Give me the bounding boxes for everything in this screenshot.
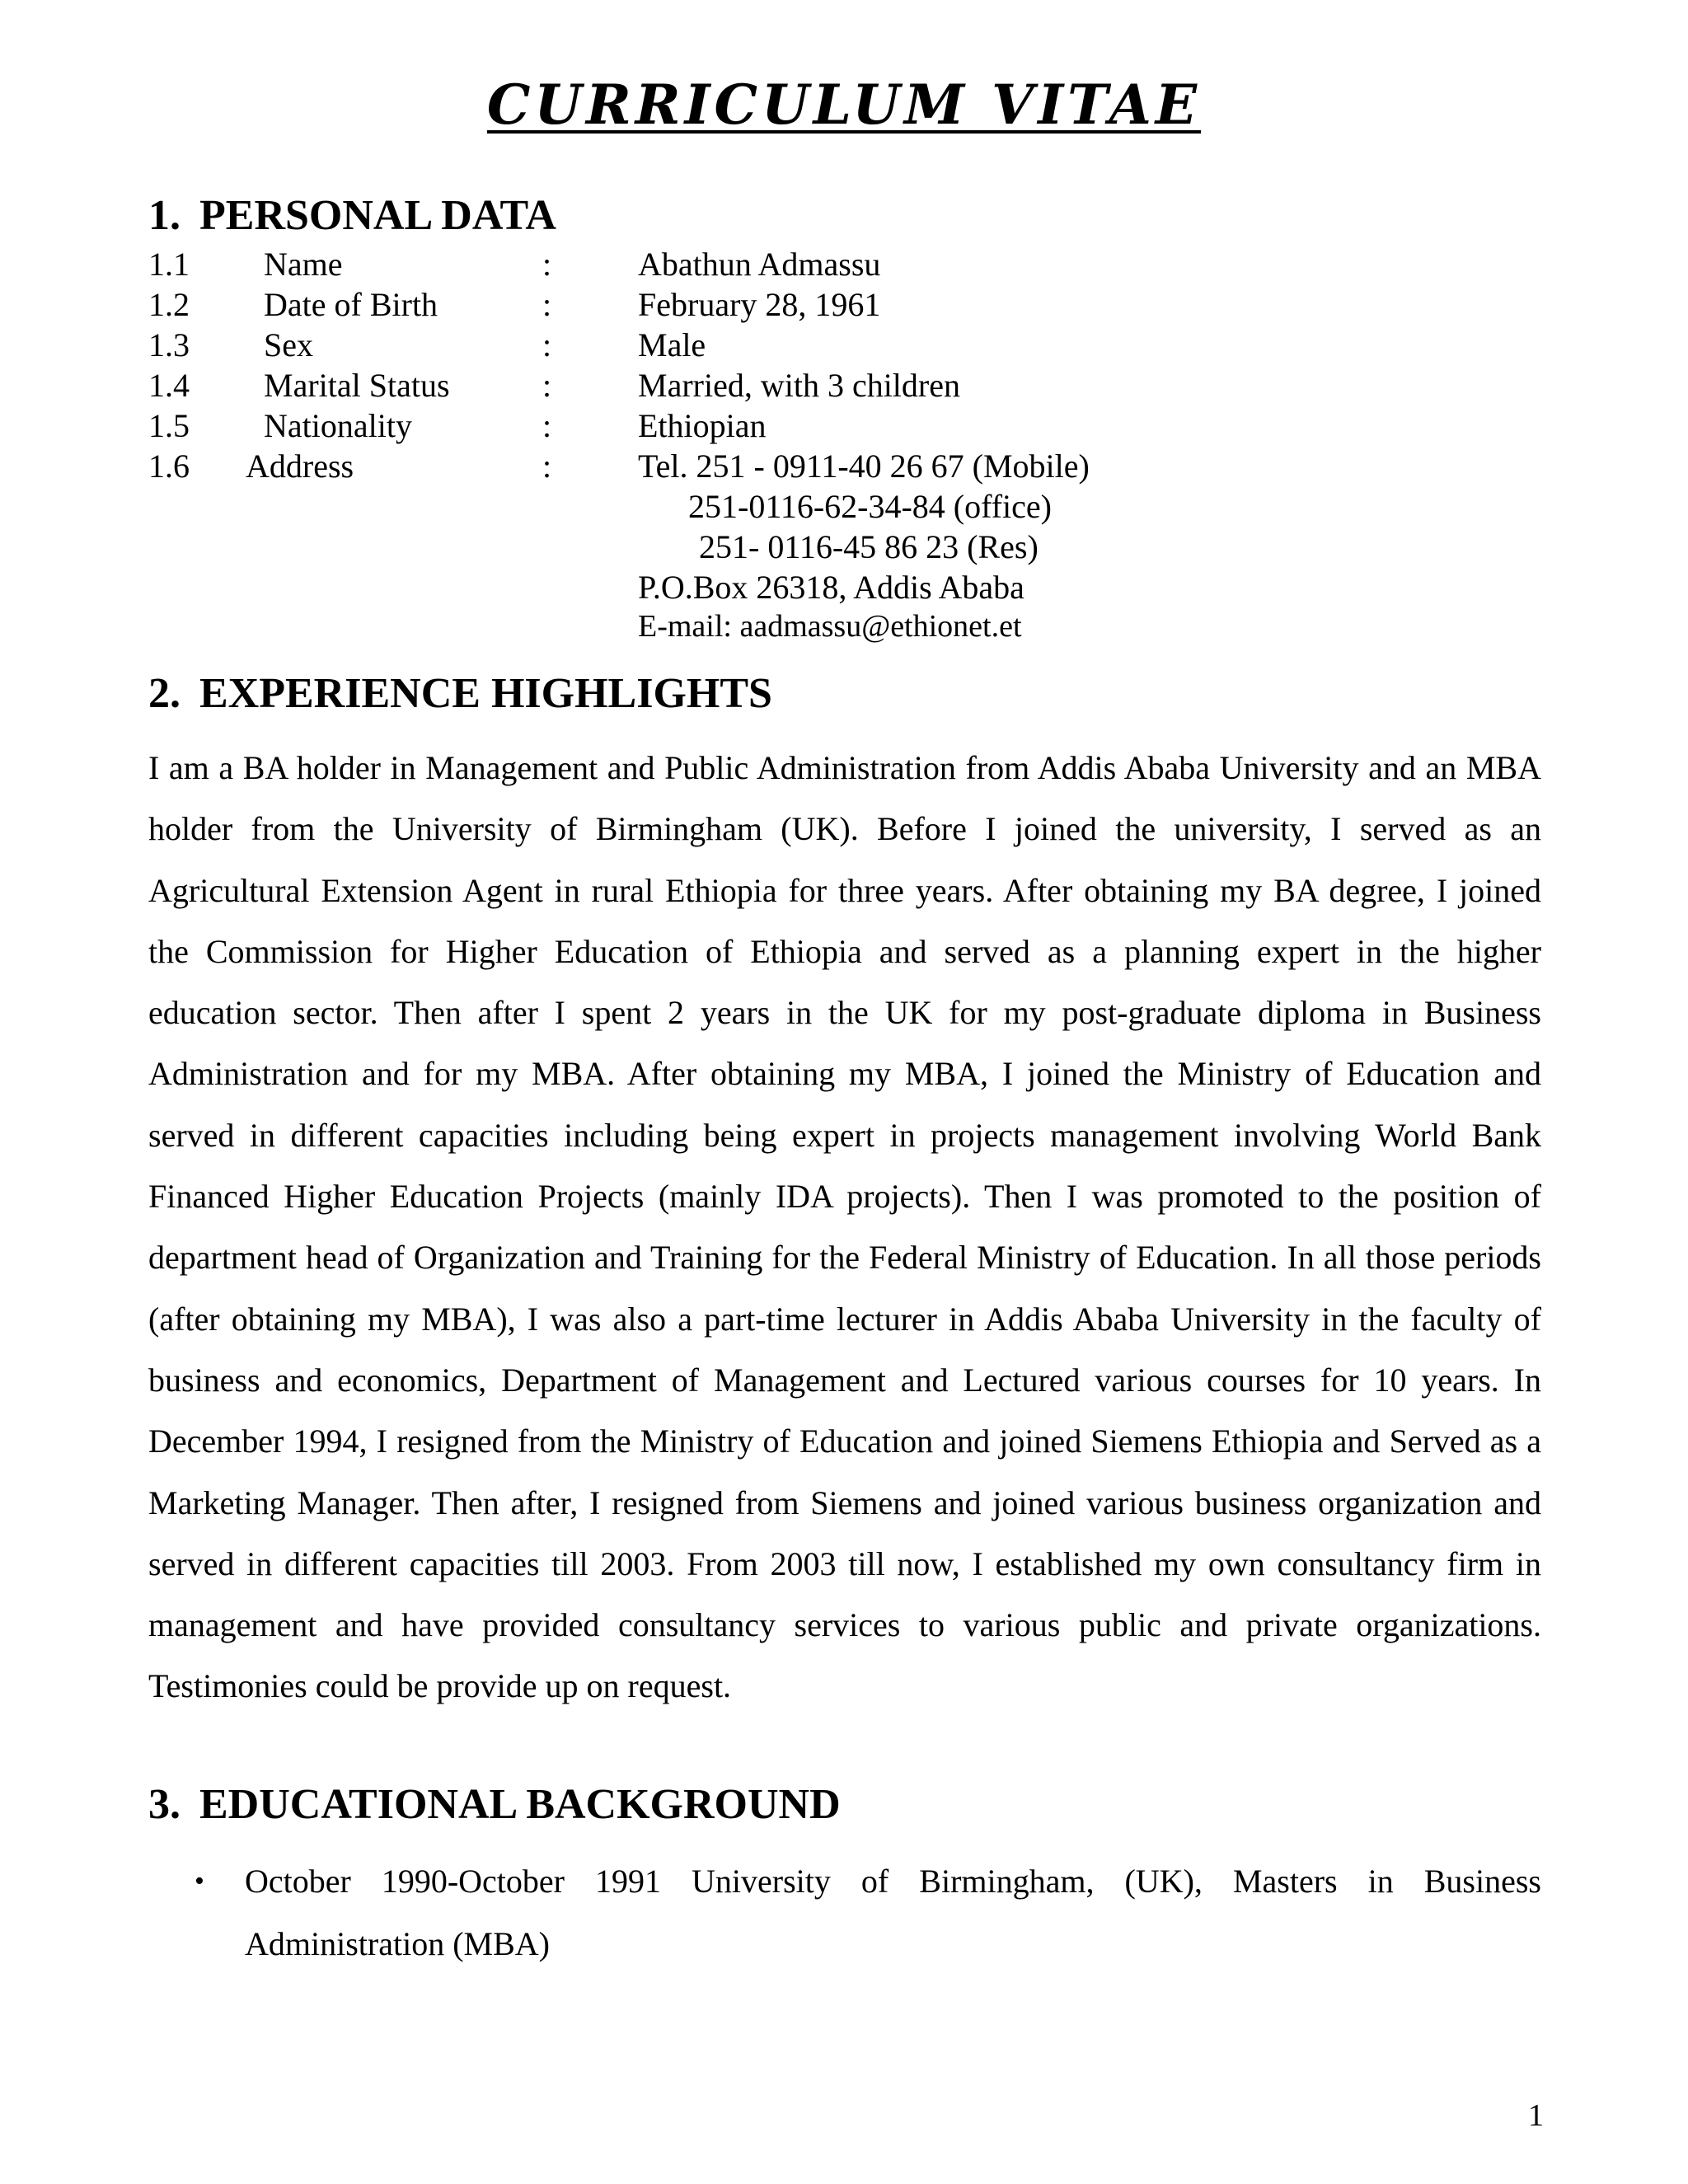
address-residence-phone: 251- 0116-45 86 23 (Res) (699, 528, 1039, 565)
section-title: PERSONAL DATA (199, 192, 556, 239)
row-label: Name (264, 246, 343, 283)
section-title: EDUCATIONAL BACKGROUND (199, 1781, 841, 1828)
row-number: 1.5 (148, 407, 190, 444)
section-number: 2. (148, 670, 181, 717)
section-number: 3. (148, 1781, 181, 1828)
address-office-phone: 251-0116-62-34-84 (office) (688, 488, 1052, 525)
row-colon: : (542, 448, 552, 485)
personal-data-row-name (148, 245, 1550, 286)
row-label: Sex (264, 326, 313, 363)
section-number: 1. (148, 192, 181, 239)
row-colon: : (542, 326, 552, 363)
page-number: 1 (1528, 2098, 1544, 2133)
row-value: Tel. 251 - 0911-40 26 67 (Mobile) (638, 448, 1090, 485)
row-number: 1.1 (148, 246, 190, 283)
row-number: 1.3 (148, 326, 190, 363)
row-value: February 28, 1961 (638, 286, 881, 323)
section-heading-personal-data (148, 191, 556, 240)
row-number: 1.6 (148, 448, 190, 485)
row-colon: : (542, 246, 552, 283)
row-number: 1.4 (148, 367, 190, 404)
row-value: Abathun Admassu (638, 246, 881, 283)
personal-data-row-address (148, 447, 1550, 488)
row-label: Address (246, 448, 354, 485)
list-item (148, 1850, 1541, 1975)
address-email[interactable]: E-mail: aadmassu@ethionet.et (638, 609, 1022, 644)
document-title: CURRICULUM VITAE (486, 73, 1202, 137)
row-number: 1.2 (148, 286, 190, 323)
row-value: Male (638, 326, 706, 363)
section-heading-experience (148, 669, 772, 718)
section-title: EXPERIENCE HIGHLIGHTS (199, 670, 772, 717)
row-label: Nationality (264, 407, 412, 444)
bullet-icon: • (195, 1866, 204, 1896)
section-heading-education (148, 1780, 841, 1829)
experience-paragraph: I am a BA holder in Management and Public Administration from Addis Ababa University and an MBA holder from the University of Birmingham (UK). Before I joined the university, I served as an Agricultural Extension Agent in rural Ethiopia for three years. After obtaining my BA degree, I joined the Commission for Higher Education of Ethiopia and served as a planning expert in the higher education sector. Then after I spent 2 years in the UK for my post-graduate diploma in Business Administration and for my MBA. After obtaining my MBA, I joined the Ministry of Education and served in different capacities including being expert in projects management involving World Bank Financed Higher Education Projects (mainly IDA projects). Then I was promoted to the position of department head of Organization and Training for the Federal Ministry of Education. In all those periods (after obtaining my MBA), I was also a part-time lecturer in Addis Ababa University in the faculty of business and economics, Department of Management and Lectured various courses for 10 years. In December 1994, I resigned from the Ministry of Education and joined Siemens Ethiopia and Served as a Marketing Manager. Then after, I resigned from Siemens and joined various business organization and served in different capacities till 2003. From 2003 till now, I established my own consultancy firm in management and have provided consultancy services to various public and private organizations. Testimonies could be provide up on request. (148, 749, 1541, 1705)
address-po-box: P.O.Box 26318, Addis Ababa (638, 569, 1025, 606)
row-label: Date of Birth (264, 286, 438, 323)
row-label: Marital Status (264, 367, 450, 404)
row-colon: : (542, 367, 552, 404)
personal-data-row-sex (148, 326, 1550, 367)
education-item-text: October 1990-October 1991 University of Birmingham, (UK), Masters in Business Administration (MBA) (245, 1863, 1541, 1962)
education-list (148, 1850, 1541, 1975)
row-colon: : (542, 407, 552, 444)
personal-data-row-date-of-birth (148, 285, 1550, 326)
row-value: Married, with 3 children (638, 367, 960, 404)
row-value: Ethiopian (638, 407, 767, 444)
row-colon: : (542, 286, 552, 323)
personal-data-row-nationality (148, 406, 1550, 448)
personal-data-row-marital-status (148, 366, 1550, 407)
